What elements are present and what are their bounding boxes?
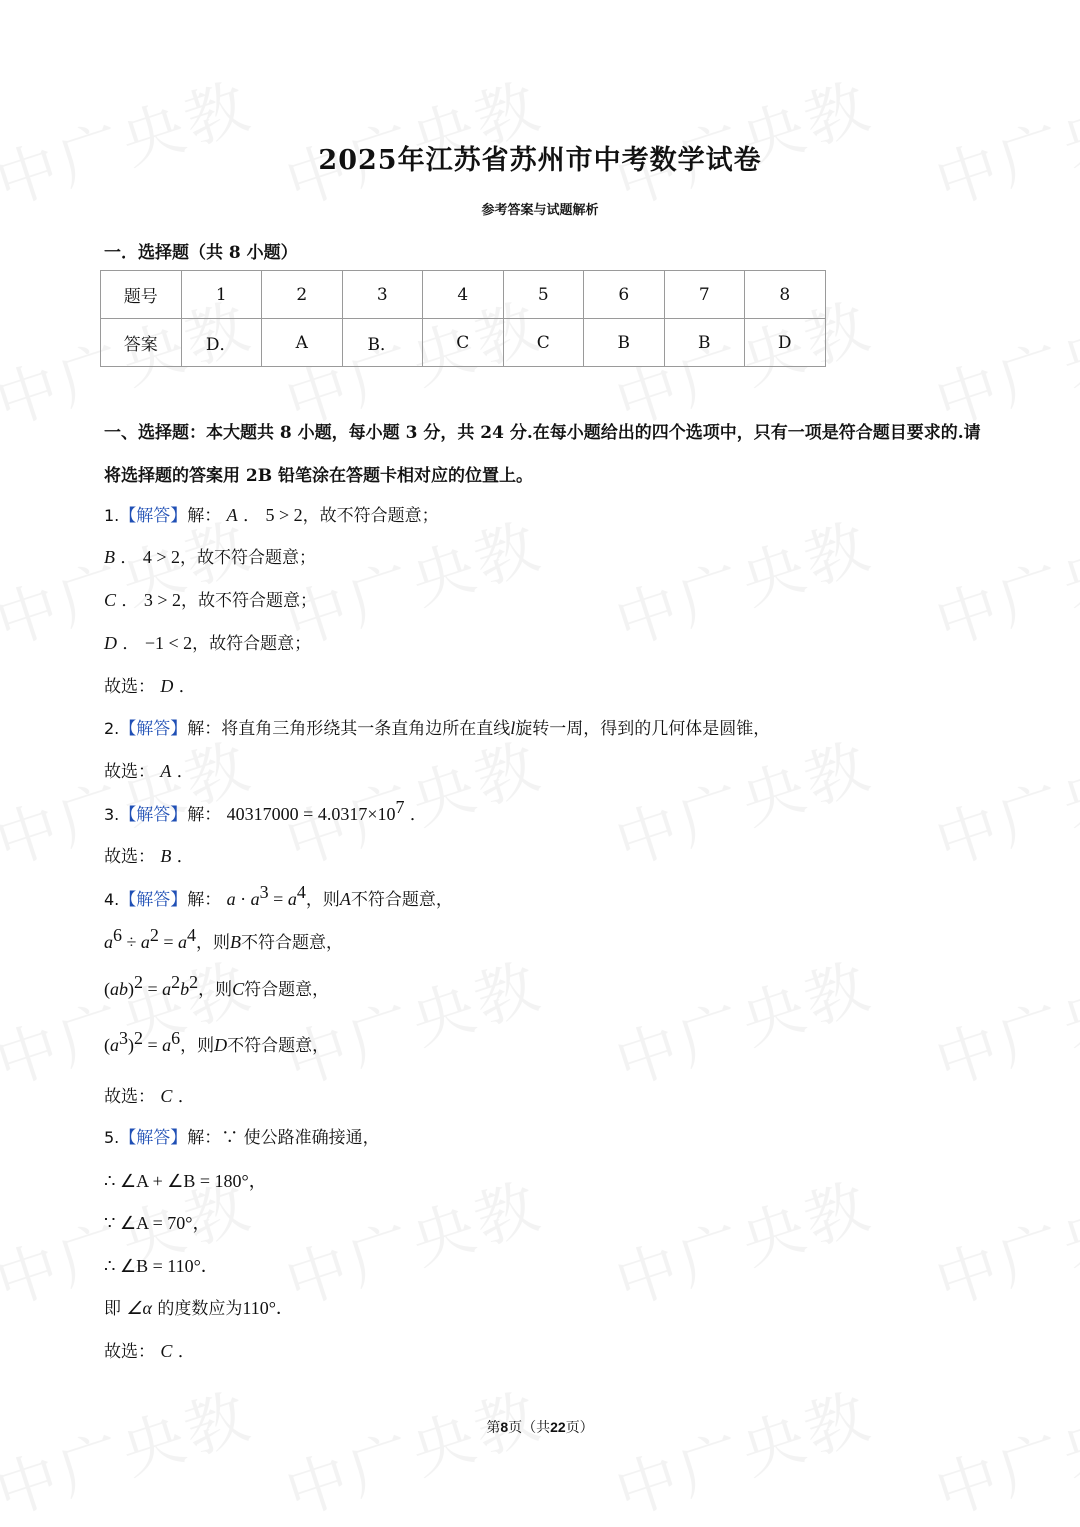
table-cell: 5 — [503, 271, 584, 319]
q4-line-3: $(ab)^2 = a^2b^2$，则C符合题意， — [104, 972, 330, 1000]
q1-line-4: D ． −1 < 2，故符合题意； — [104, 633, 312, 654]
question-number: 1. — [104, 506, 120, 525]
watermark — [603, 1366, 882, 1527]
table-cell: D — [745, 319, 826, 367]
watermark — [273, 1366, 552, 1527]
watermark — [0, 936, 261, 1102]
table-cell: B — [584, 319, 665, 367]
question-number: 5. — [104, 1128, 120, 1147]
watermark — [603, 716, 882, 882]
table-cell-label: 题号 — [101, 271, 182, 319]
table-row-numbers — [101, 271, 826, 319]
table-cell: 3 — [342, 271, 423, 319]
q4-line-1: 4.【解答】解： $a \cdot a^3 = a^4$，则A不符合题意， — [104, 882, 453, 910]
watermark — [923, 496, 1080, 662]
watermark — [603, 936, 882, 1102]
table-cell: 7 — [664, 271, 745, 319]
table-cell: B — [664, 319, 745, 367]
answer-tag: 【解答】 — [119, 890, 188, 910]
q4-choice: 故选： C ． — [104, 1086, 195, 1107]
watermark — [0, 1366, 261, 1527]
q5-line-5: 即 ∠α 的度数应为110°． — [104, 1298, 294, 1319]
answer-tag: 【解答】 — [119, 805, 188, 825]
q1-line-1: 1.【解答】解： A ． 5 > 2，故不符合题意； — [104, 505, 439, 526]
watermark — [273, 1156, 552, 1322]
table-row-answers — [101, 319, 826, 367]
watermark — [923, 1366, 1080, 1527]
q1-choice: 故选： D ． — [104, 676, 196, 697]
answer-tag: 【解答】 — [119, 506, 188, 526]
q4-line-4: $(a^3)^2 = a^6$，则D不符合题意， — [104, 1028, 330, 1056]
q3-choice: 故选： B ． — [104, 846, 194, 867]
section-heading: 一．选择题（共 8 小题） — [104, 243, 298, 263]
watermark — [923, 936, 1080, 1102]
table-cell: A — [262, 319, 343, 367]
table-cell: 8 — [745, 271, 826, 319]
question-number: 2. — [104, 719, 120, 738]
table-cell: C — [503, 319, 584, 367]
page-number: 8 — [500, 1419, 509, 1435]
table-cell: 4 — [423, 271, 504, 319]
table-cell: 2 — [262, 271, 343, 319]
answer-tag: 【解答】 — [119, 1128, 188, 1148]
q5-choice: 故选： C ． — [104, 1341, 195, 1362]
q2-line-1: 2.【解答】解：将直角三角形绕其一条直角边所在直线l旋转一周，得到的几何体是圆锥， — [104, 718, 771, 739]
page-subtitle: 参考答案与试题解析 — [481, 203, 599, 218]
q4-line-2: $a^6 \div a^2 = a^4$，则B不符合题意， — [104, 925, 344, 953]
question-number: 4. — [104, 890, 120, 909]
watermark — [923, 1156, 1080, 1322]
table-cell-label: 答案 — [101, 319, 182, 367]
q5-line-2: ∴ ∠A + ∠B = 180°， — [104, 1171, 267, 1191]
watermark — [603, 496, 882, 662]
watermark — [273, 936, 552, 1102]
table-cell: D． — [181, 319, 262, 367]
q1-line-3: C ． 3 > 2，故不符合题意； — [104, 590, 317, 611]
q3-line-1: 3.【解答】解： $40317000 = 4.0317\times 10^7$ ． — [104, 797, 427, 825]
table-cell: 1 — [181, 271, 262, 319]
q5-line-4: ∴ ∠B = 110°． — [104, 1256, 219, 1276]
section-intro: 一、选择题：本大题共 8 小题，每小题 3 分，共 24 分.在每小题给出的四个选项中，只有一项是符合题目要求的.请将选择题的答案用 2B 铅笔涂在答题卡相对应的位置上。 — [104, 423, 981, 486]
page-title: 2025年江苏省苏州市中考数学试卷 — [318, 145, 762, 176]
q1-line-2: B ． 4 > 2，故不符合题意； — [104, 547, 316, 568]
page-footer: 第8页（共22页） — [486, 1419, 594, 1436]
answer-tag: 【解答】 — [119, 719, 188, 739]
q2-choice: 故选： A ． — [104, 761, 194, 782]
q5-line-3: ∵ ∠A = 70°， — [104, 1213, 211, 1233]
q5-line-1: 5.【解答】解：∵ 使公路准确接通， — [104, 1128, 380, 1148]
watermark — [603, 1156, 882, 1322]
answer-table — [100, 270, 826, 367]
table-cell: C — [423, 319, 504, 367]
table-cell: B． — [342, 319, 423, 367]
table-cell: 6 — [584, 271, 665, 319]
watermark — [923, 716, 1080, 882]
watermark — [273, 716, 552, 882]
question-number: 3. — [104, 805, 120, 824]
page-total: 22 — [550, 1419, 566, 1435]
